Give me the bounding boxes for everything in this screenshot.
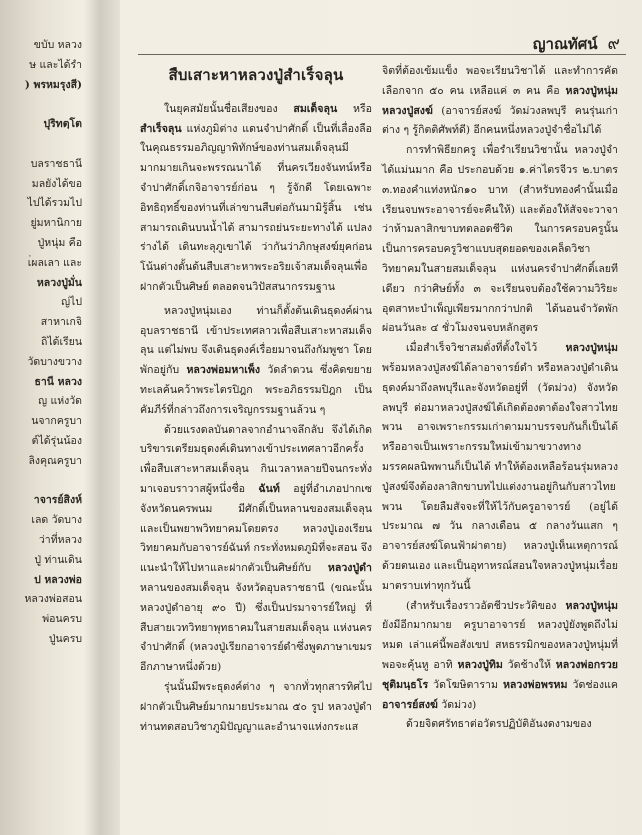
fragment-line: ขบับ หลวง — [33, 39, 82, 51]
paragraph — [382, 339, 618, 596]
fragment-line — [0, 472, 82, 492]
fragment-line: สาหาเกจิ — [40, 316, 82, 329]
fragment-line: วัดบางขวาง — [27, 355, 82, 368]
bold-name: สำเร็จลุน — [140, 122, 182, 135]
paragraph — [382, 62, 618, 141]
bold-name: หลวงพ่อพรหม — [502, 678, 568, 691]
text: แห่งภูมิต่าง แดนจำปาศักดิ์ เป็นที่เลื่องลือในคุณธรรมอภิญญาพิทักษ์ของท่านสมเด็จลุนมีมากมายเกินจะพรรณนาได้ ที่นครเวียงจันทน์หรือจำปาศักดิ์เกจิอาจารย์ก่อน ๆ รู้จักดี โดยเฉพาะอิทธิฤทธิ์ของท่านที่เล่าขานสืบต่อกันมามิรู้สิ้น เช่น สามารถเดินบนน้ำได้ สามารถย่นระยะทางได้ แปลงร่างได้ เดินทะลุภูเขาได้ ว่ากันว่าภิกษุสงฆ์ยุคก่อนโน้นต่างดั้นด้นสืบเสาะหาพระอริยเจ้าสมเด็จลุนเพื่อฝากตัวเป็นศิษย์ ตลอดจนวิปัสสนากรรมฐาน — [140, 122, 372, 293]
right-column — [382, 62, 618, 735]
fragment-line: ป หลวงพ่อ — [34, 573, 82, 586]
header-title: ญาณทัศน์ — [532, 35, 598, 53]
fragment-line: มลยังได้ขอ — [31, 177, 82, 190]
bold-name: หลวงปู่หนุ่ม หลวงปู่สงฆ์ — [382, 84, 618, 117]
fragment-line: ถิได้เรียน — [40, 335, 82, 348]
text: วัดลำดวน ซึ่งคิดขยายทะเลค้นคว้าพระไตรปิฎก พระอภิธรรมปิฎก เป็นคัมภีร์ที่กล่าวถึงการเจริญกรรมฐานล้วน ๆ — [140, 364, 372, 416]
fragment-line — [0, 95, 82, 115]
paragraph — [382, 597, 618, 716]
facing-page-fragment — [0, 36, 82, 650]
running-header — [533, 30, 620, 57]
bold-name: สมเด็จลุน — [293, 102, 338, 115]
bold-name: หลวงปู่หนุ่ม — [565, 342, 618, 355]
page-gutter — [84, 0, 120, 835]
fragment-line: ว่าที่หลวง — [38, 533, 82, 546]
fragment-line: ธานี หลวง — [34, 375, 82, 388]
fragment-line: หลวงพ่อสอน — [24, 593, 82, 606]
text: ด้วยแรงดลบันดาลจากอำนาจลึกลับ จึงได้เกิดบริขารเตรียมธุดงค์เดินทางเข้าประเทศลาวอีกครั้ง เพื่อสืบเสาะหาสมเด็จลุน กินเวลาหลายปีจนกระทั่งมาเจอบราวาสผู้หนึ่งชื่อ — [140, 423, 372, 495]
text: จิตที่ต้องเข้มแข็ง พอจะเรียนวิชาได้ และทำการคัดเลือกจาก ๕๐ คน เหลือแค่ ๓ คน คือ — [382, 65, 618, 97]
fragment-line — [0, 135, 82, 155]
text: ยังมีอีกมากมาย ครูบาอาจารย์ หลวงปู่ยังพูดถึงไม่หมด เล่าแค่นี้พอสังเขป สหธรรมิกของหลวงปู่หนุ่มที่พอจะคุ้นหู อาทิ — [382, 619, 618, 671]
text: พร้อมหลวงปู่สงฆ์ได้ลาอาจารย์ดำ หรือหลวงปู่ดำเดินธุดงค์มาถึงลพบุรีและจังหวัดอยู่ที่ (วัดม่วง) จังหวัดลพบุรี ต่อมาหลวงปู่สงฆ์ได้เกิดต้องตาต้องใจสาวไทยพวน อาจเพราะกรรมเก่าตามมาบรรจบกันก็เป็นได้ หรืออาจเป็นเพราะกรรมใหม่เข้ามาขวางทางมรรคผลนิพพานก็เป็นได้ ทำให้ต้องเหลือร้อนรุ่มหลวงปู่สงฆ์จึงต้องลาสิกขาบทไปแต่งงานอยู่กินกับสาวไทยพวน โดยลืมสัจจะที่ให้ไว้กับครูอาจารย์ (อยู่ได้ประมาณ ๗ วัน กลางเดือน ๕ กลางวันแสก ๆ อาจารย์สงฆ์โดนฟ้าผ่าตาย) หลวงปู่เห็นเหตุการณ์ด้วยตนเอง และเป็นอุทาหรณ์สอนใจหลวงปู่หนุ่มเรื่อยมาตราบเท่าทุกวันนี้ — [382, 361, 618, 592]
fragment-line: หลวงปู่มั่น — [36, 276, 82, 289]
fragment-line: ปุริทตฺโต — [43, 118, 82, 131]
paragraph: รุ่นนั้นมีพระธุดงค์ต่าง ๆ จากทั่วทุกสารทิศไปฝากตัวเป็นศิษย์มากมายประมาณ ๕๐ รูป หลวงปู่ดำท่านทดสอบวิชาภูมิปัญญาและอำนาจแห่งกระแส — [140, 680, 372, 733]
fragment-line: ) พรหมรุงสี) — [24, 78, 82, 91]
text: วัดโฆษิตาราม — [428, 678, 503, 691]
fragment-line: ปู่หนุ่ม คือ — [37, 236, 82, 249]
fragment-line: ลิงคุณครูบา — [28, 454, 82, 467]
bold-name: ฉันท์ — [258, 482, 280, 495]
header-rule — [138, 54, 626, 55]
fragment-line: ปู่ ท่านเดิน — [34, 553, 82, 566]
bold-name: หลวงพ่อมหาเพ็ง — [186, 364, 261, 377]
fragment-line: นจากครูบา — [31, 415, 82, 428]
fragment-line: เ่ผลเลา และ — [27, 256, 82, 269]
bold-name: หลวงปู่ดำ — [327, 562, 372, 575]
bold-name: หลวงปู่หนุ่ม — [565, 599, 618, 612]
text: (อาจารย์สงฆ์ วัดม่วงลพบุรี คนรุ่นเก่าต่าง ๆ รู้กิตติศัพท์ดี) อีกคนหนึ่งหลวงปู่จำชื่อไม่ได้ — [382, 104, 618, 137]
section-heading: สืบเสาะหาหลวงปู่สำเร็จลุน — [168, 66, 344, 84]
fragment-line: ไปได้รวมไป — [27, 197, 82, 210]
paragraph — [140, 421, 372, 678]
text: (สำหรับเรื่องราวอัตชีวประวัติของ — [406, 599, 566, 612]
bold-name: อาจารย์สงฆ์ — [382, 698, 438, 711]
fragment-line: ต์ได้รุ่นน้อง — [31, 434, 82, 447]
paragraph: ด้วยจิตศรัทธาต่อวัตรปฏิบัติอันงดงามของ — [406, 718, 592, 731]
bold-name: หลวงปู่ทิม — [457, 658, 503, 671]
text: วัดม่วง) — [437, 698, 477, 711]
fragment-line: ษ และได้รำ — [29, 58, 82, 71]
fragment-line: ปู่นครบ — [48, 632, 82, 645]
fragment-line: ญ แห่งวัด — [38, 395, 82, 408]
left-column — [140, 62, 372, 737]
text: หลวงปู่หนุ่มเอง ท่านก็ตั้งต้นเดินธุดงค์ผ่านอุบลราชธานี เข้าประเทศลาวเพื่อสืบเสาะหาสมเด็จลุน แต่ไม่พบ จึงเดินธุดงค์เรื่อยมาจนถึงกัมพูชา โดยพักอยู่กับ — [140, 304, 372, 377]
text: วัดช่องแค — [567, 678, 618, 691]
text: อยู่ที่อำเภอปากเซ จังหวัดนครพนม มีศักดิ์เป็นหลานของสมเด็จลุน และเป็นพยาพวิทยาคมโดยตรง หลวงปู่เองเรียนวิทยาคมกับอาจารย์ฉันท์ กระทั่งหมดภูมิที่จะสอน จึงแนะนำให้ไปหาและฝากตัวเป็นศิษย์กับ — [140, 482, 372, 575]
text: เมื่อสำเร็จวิชาสมดั่งที่ตั้งใจไว้ — [406, 342, 566, 355]
fragment-line: าจารย์สิงห์ — [33, 494, 82, 507]
text: หลานของสมเด็จลุน จังหวัดอุบลราชธานี (ขณะนั้นหลวงปู่ดำอายุ ๙๐ ปี) ซึ่งเป็นปรมาจารย์ใหญ่ ที่สืบสายเวทวิทยาพุทธาคมในสายสมเด็จลุน แห่งนครจำปาศักดิ์ (หลวงปู่เรียกอาจารย์ดำซึ่งพูดภาษาเขมรอีกภาษาหนึ่งด้วย) — [140, 581, 372, 674]
paragraph — [140, 302, 372, 421]
fragment-line: เลด วัดบาง — [31, 514, 82, 527]
bold-name: หลวงพ่อกรวย ชุติมนฺธโร — [382, 658, 618, 691]
fragment-line: พ่อนครบ — [42, 613, 82, 626]
text: วัดช้างให้ — [502, 658, 556, 671]
fragment-line: บลราชธานี — [30, 157, 82, 170]
paragraph: การทำพิธียกครู เพื่อรำเรียนวิชานั้น หลวงปู่จำได้แม่นมาก คือ ประกอบด้วย ๑.ค่าไตรจีวร ๒.บาตร ๓.ทองคำแท่งหนัก๑๐ บาท (สำหรับทองคำนั้นเมื่อเรียนจบพระอาจารย์จะคืนให้) และต้องให้สัจจะวาจาว่าห้ามลาสิกขาบทตลอดชีวิต ในการครอบครูนั้นเป็นการครอบครูวิชาแบบสุดยอดของเคล็ดวิชาวิทยาคมในสายสมเด็จลุน แห่งนครจำปาศักดิ์เลยทีเดียว กว่าศิษย์ทั้ง ๓ จะเรียนจบต้องใช้ความวิริยะอุตสาหะบำเพ็ญเพียรมากกว่าปกติ ได้นอนจำวัดพักผ่อนวันละ ๔ ชั่วโมงจนจบหลักสูตร — [382, 144, 618, 335]
page-number: ๙ — [607, 34, 620, 54]
text: หรือ — [337, 102, 372, 115]
fragment-line: ยู่มหานิกาย — [30, 217, 82, 230]
paragraph — [140, 100, 372, 298]
fragment-line: ญ่ไป — [61, 296, 82, 309]
text: ในยุคสมัยนั้นชื่อเสียงของ — [164, 102, 294, 115]
